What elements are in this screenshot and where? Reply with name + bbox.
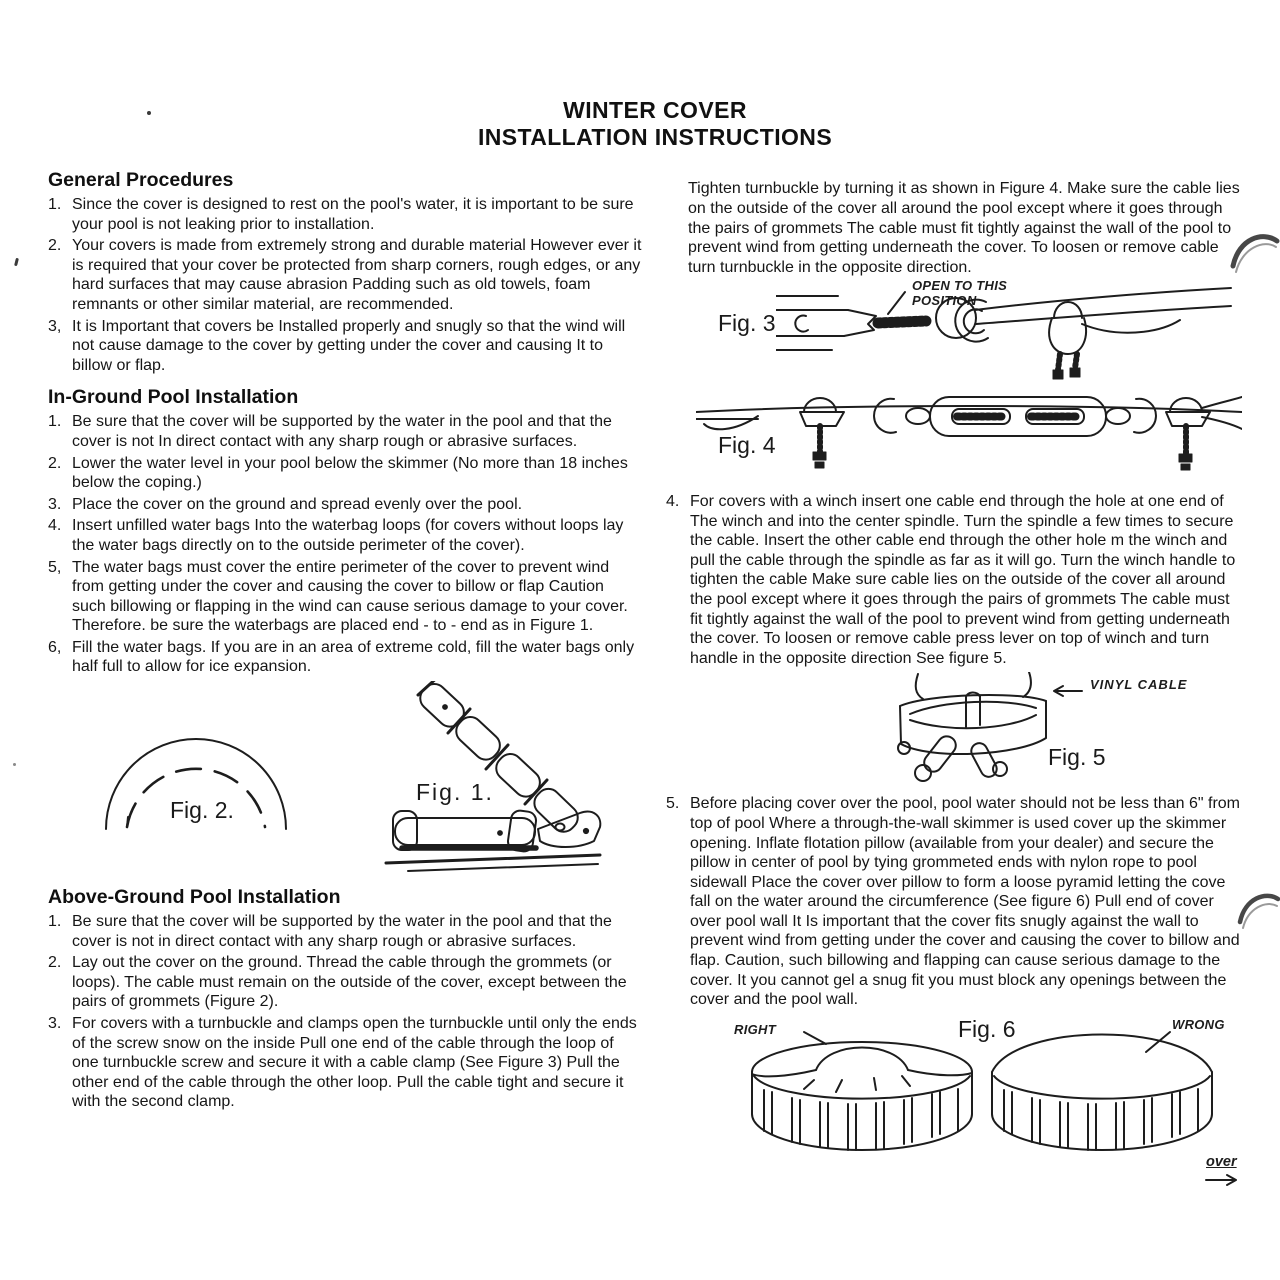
figure-6-label: Fig. 6	[958, 1015, 1016, 1042]
item-text: For covers with a winch insert one cable end through the hole at one end of The winch and into the center spindle. Turn the spindle a few times to secure the cable. Insert the other cable end through the other hole m the winch and pull the cable through the spindle as far as it will go. Turn the winch handle to tighten the cable Make sure cable lies on the outside of the cover all around the pool except where it goes through the pairs of grommets The cable must fit tightly against the wall of the pool to prevent wind from getting underneath the cover. To loosen or remove cable press lever on top of winch and turn handle in the opposite direction See figure 5.	[690, 492, 1236, 667]
item-number: 2.	[48, 237, 62, 255]
document-title	[30, 97, 1280, 151]
item-text: Since the cover is designed to rest on the pool's water, it is important to be sure your pool is not leaking prior to installation.	[72, 196, 634, 233]
title-line-2: INSTALLATION INSTRUCTIONS	[477, 124, 833, 150]
figure-3-label: Fig. 3	[718, 309, 776, 336]
item-number: 3,	[48, 317, 62, 335]
item-number: 1.	[48, 413, 62, 431]
item-text: Be sure that the cover will be supported by the water in the pool and that the cover is not in direct contact with any sharp rough or abrasive surfaces.	[72, 913, 612, 950]
item-text: Lower the water level in your pool below the skimmer (No more than 18 inches below the coping.)	[72, 454, 628, 492]
fig4-drawing-turnbuckle-assembly	[696, 390, 1242, 482]
item-number: 1.	[48, 196, 62, 213]
page-curl-artifact-top	[1228, 226, 1280, 288]
figure-3-annotation: OPEN TO THIS POSITION	[912, 277, 1008, 308]
figure-5-block	[666, 672, 1246, 794]
list-item	[48, 638, 642, 677]
figure-1-label: Fig. 1.	[416, 779, 494, 806]
scan-speck	[147, 111, 151, 115]
right-column	[666, 179, 1246, 1200]
item-text: It is Important that covers be Installed properly and snugly so that the wind will not cause damage to the cover by getting under the cover and causing It to billow or flap.	[72, 317, 626, 374]
heading-aboveground: Above-Ground Pool Installation	[48, 886, 341, 909]
list-item	[48, 558, 642, 636]
figure-5-label: Fig. 5	[1048, 744, 1106, 771]
figure-6-wrong-label: WRONG	[1172, 1016, 1225, 1032]
item-number: 5.	[666, 795, 680, 813]
item-text: Your covers is made from extremely strong and durable material However ever it is required that your cover be protected from sharp corners, rough edges, or any hard surfaces that may cause abrasion Padding such as old towels, foam remnants or other similar material, are recommended.	[72, 237, 642, 313]
figure-1-2-block	[48, 679, 642, 880]
list-item	[48, 317, 642, 376]
item-number: 1.	[48, 913, 62, 931]
title-line-1: WINTER COVER	[563, 97, 747, 123]
item-number: 3.	[48, 495, 62, 513]
figure-6-over-label: over	[1206, 1153, 1237, 1170]
item-number: 2.	[48, 954, 62, 972]
item-number: 4.	[666, 492, 680, 510]
heading-inground: In-Ground Pool Installation	[48, 386, 299, 409]
item-number: 3.	[48, 1015, 62, 1033]
item-text: The water bags must cover the entire perimeter of the cover to prevent wind from getting under the cover and causing the cover to billow or flap Caution such billowing or flapping in the wind can cause serious damage to your cover. Therefore. be sure the waterbags are placed end - to - end as in Figure 1.	[72, 558, 628, 635]
list-item	[48, 912, 642, 951]
item-text: Fill the water bags. If you are in an area of extreme cold, fill the water bags only half full to allow for ice expansion.	[72, 638, 635, 676]
figure-4-label: Fig. 4	[718, 431, 776, 458]
figure-6-block	[666, 1014, 1246, 1200]
list-item	[48, 516, 642, 555]
left-column	[48, 169, 642, 1114]
list-item	[48, 454, 642, 493]
figure-2-label: Fig. 2.	[170, 797, 234, 824]
item-number: 5,	[48, 558, 62, 576]
list-item	[48, 953, 642, 1012]
list-item	[666, 794, 1246, 1010]
vinyl-cable-arrow	[1050, 682, 1084, 700]
page-curl-artifact-middle	[1236, 886, 1280, 938]
list-item	[48, 412, 642, 451]
heading-general-procedures: General Procedures	[48, 169, 234, 191]
figure-5-annotation: VINYL CABLE	[1090, 677, 1188, 693]
list-item	[666, 492, 1246, 668]
figure-4-block	[666, 390, 1246, 482]
item-number: 4.	[48, 517, 62, 535]
list-item	[48, 195, 642, 234]
turnbuckle-intro-paragraph: Tighten turnbuckle by turning it as shown in Figure 4. Make sure the cable lies on the outside of the cover all around the pool except where it goes through the pairs of grommets The cable must fit tightly against the wall of the pool to prevent wind from getting underneath the cover. To loosen or remove cable turn turnbuckle in the opposite direction.	[688, 180, 1240, 277]
item-text: Before placing cover over the pool, pool water should not be less than 6" from top of pool Where a through-the-wall skimmer is used cover up the skimmer opening. Inflate flotation pillow (available from your dealer) and secure the pillow in center of pool by tying grommeted ends with nylon rope to pool sidewall Place the cover over pillow to form a loose pyramid letting the cove fall on the water around the circumference (See figure 6) Pull end of cover over pool wall It Is important that the cover fits snugly against the wall to prevent wind from getting under the cover and causing the cover to billow and flap. Caution, such billowing and flapping can cause serious damage to the cover. It you cannot gel a snug fit you must block any openings between the cover and the pool wall.	[690, 795, 1240, 1009]
list-item	[48, 236, 642, 314]
scan-speck	[13, 763, 16, 766]
scan-speck	[14, 258, 19, 266]
item-number: 6,	[48, 638, 62, 656]
item-text: Insert unfilled water bags Into the waterbag loops (for covers without loops lay the water bags directly on to the outside perimeter of the cover).	[72, 517, 624, 554]
item-text: Be sure that the cover will be supported by the water in the pool and that the cover is not In direct contact with any sharp rough or abrasive surfaces.	[72, 413, 612, 450]
figure-3-block	[666, 278, 1246, 390]
figure-6-right-label: RIGHT	[734, 1021, 776, 1037]
fig5-drawing-winch	[888, 672, 1058, 792]
list-item	[48, 495, 642, 515]
item-text: Place the cover on the ground and spread evenly over the pool.	[72, 495, 523, 513]
fig3-drawing-open-turnbuckle	[776, 278, 1236, 390]
item-number: 2.	[48, 454, 62, 472]
item-text: For covers with a turnbuckle and clamps open the turnbuckle until only the ends of the screw snow on the inside Pull one end of the cable through the loop of one turnbuckle screw and secure it with a cable clamp (See Figure 3) Pull the other end of the cable through the other loop. Pull the cable tight and secure it with the second clamp.	[72, 1015, 637, 1111]
list-item	[48, 1014, 642, 1112]
fig6-drawing-right-vs-wrong-pool	[666, 1014, 1246, 1200]
item-text: Lay out the cover on the ground. Thread the cable through the grommets (or loops). The cable must remain on the outside of the cover, except between the pairs of grommets (Figure 2).	[72, 954, 627, 1011]
